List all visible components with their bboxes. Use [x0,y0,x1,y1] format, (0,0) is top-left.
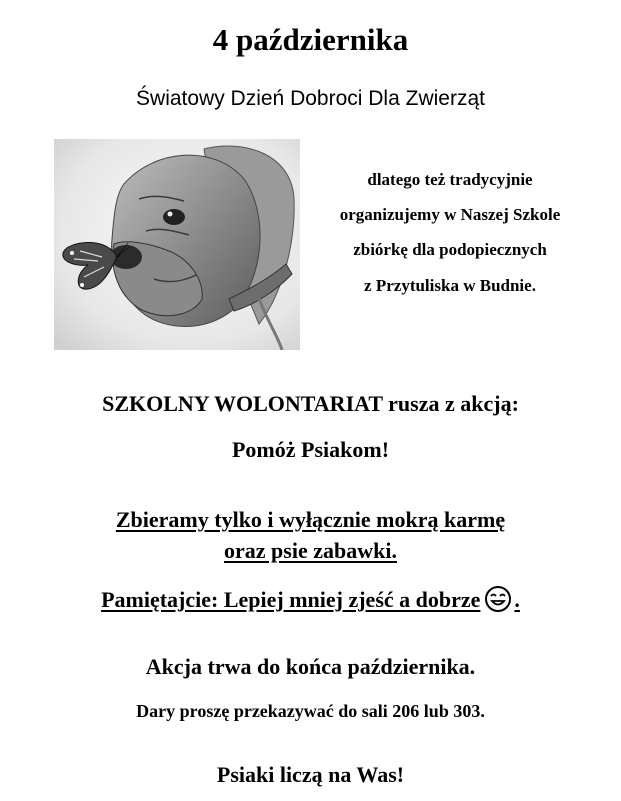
intro-line-1: dlatego też tradycyjnie [367,170,533,189]
intro-line-4: z Przytuliska w Budnie. [364,276,536,295]
collect-line-2-text: oraz psie zabawki. [224,538,397,563]
action-line: SZKOLNY WOLONTARIAT rusza z akcją: [102,391,519,416]
reminder-text: Pamiętajcie: Lepiej mniej zjeść a dobrze [101,587,481,612]
reminder-end: . [514,587,520,612]
page-title: 4 października [212,22,409,57]
closing-line: Psiaki liczą na Was! [216,762,405,787]
collect-line-1-text: Zbieramy tylko i wyłącznie mokrą karmę [115,507,506,532]
collect-line-1 [0,507,621,533]
deadline-line: Akcja trwa do końca października. [145,654,476,679]
smiling-face-icon [484,585,512,613]
delivery-line: Dary proszę przekazywać do sali 206 lub 303. [136,701,485,721]
action-name: Pomóż Psiakom! [231,437,390,462]
page-subtitle: Światowy Dzień Dobroci Dla Zwierząt [136,87,485,110]
collect-line-2 [0,538,621,564]
reminder-line [0,585,621,613]
dog-butterfly-image [54,139,300,350]
intro-line-3: zbiórkę dla podopiecznych [353,240,547,259]
intro-line-2: organizujemy w Naszej Szkole [339,205,561,224]
